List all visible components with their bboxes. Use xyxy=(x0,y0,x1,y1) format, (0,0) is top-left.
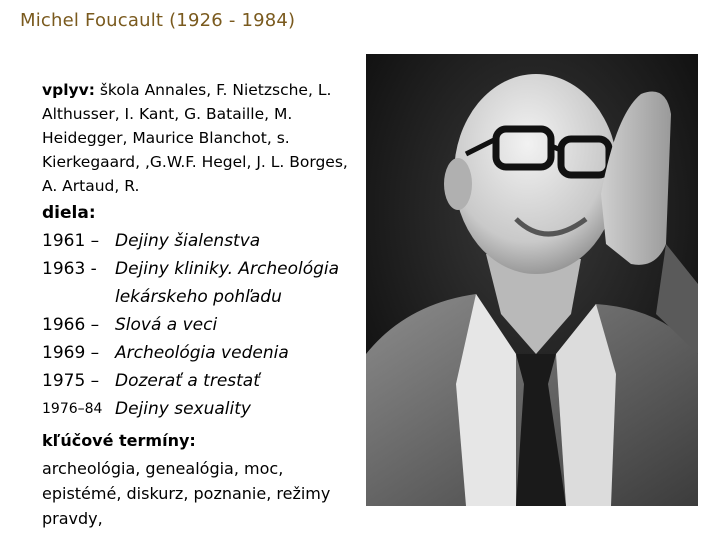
key-terms-heading: kľúčové termíny: xyxy=(42,431,196,450)
works-list xyxy=(42,227,362,423)
works-heading: diela: xyxy=(42,203,96,223)
work-year: 1961 – xyxy=(42,231,100,251)
work-item xyxy=(42,227,362,255)
page-title: Michel Foucault (1926 - 1984) xyxy=(20,10,296,31)
work-item xyxy=(42,311,362,339)
influence-text: škola Annales, F. Nietzsche, L. Althusser, I. Kant, G. Bataille, M. Heidegger, Maurice Blanchot, s. Kierkegaard, ,G.W.F. Hegel, J. L. Borges, A. Artaud, R. xyxy=(42,81,348,195)
work-item xyxy=(42,367,362,395)
key-terms-text: archeológia, genealógia, moc, epistémé, diskurz, poznanie, režimy pravdy, xyxy=(42,459,331,528)
work-item xyxy=(42,255,362,311)
work-title: Dozerať a trestať xyxy=(115,371,260,391)
work-year: 1975 – xyxy=(42,371,100,391)
work-title: Archeológia vedenia xyxy=(115,343,289,363)
work-year: 1976–84 xyxy=(42,401,103,417)
work-title: Dejiny šialenstva xyxy=(115,231,261,251)
work-year: 1963 - xyxy=(42,259,97,279)
influence-paragraph xyxy=(42,78,367,198)
work-title: Slová a veci xyxy=(115,315,218,335)
work-year: 1969 – xyxy=(42,343,100,363)
portrait-photo xyxy=(366,54,698,506)
work-item xyxy=(42,395,362,423)
work-title: Dejiny kliniky. Archeológia lekárskeho pohľadu xyxy=(115,259,340,307)
work-year: 1966 – xyxy=(42,315,100,335)
work-item xyxy=(42,339,362,367)
work-title: Dejiny sexuality xyxy=(115,399,251,419)
influence-label: vplyv: xyxy=(42,81,95,99)
